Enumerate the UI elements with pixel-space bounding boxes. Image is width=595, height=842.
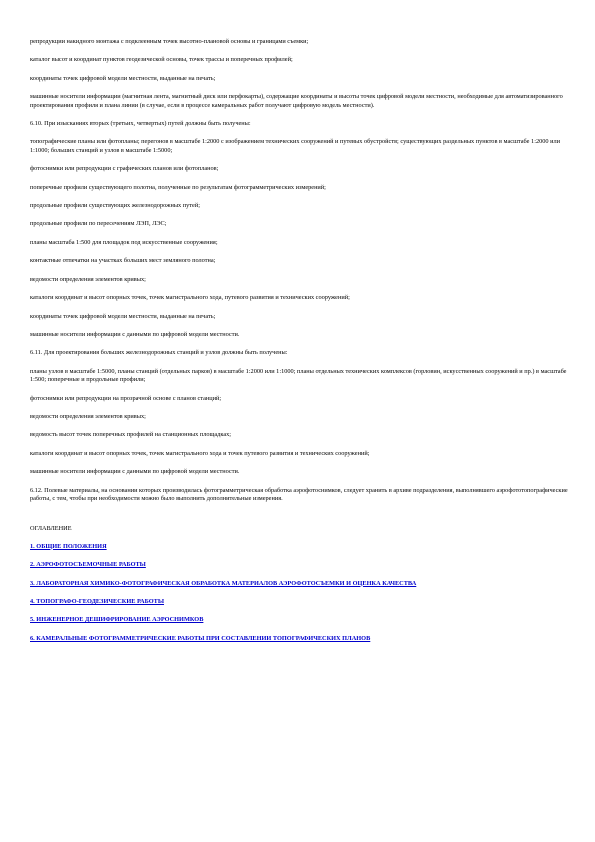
body-paragraph: каталог высот и координат пунктов геодезической основы, точек трассы и поперечных профилей; <box>30 56 293 64</box>
toc-link-2[interactable]: 2. АЭРОФОТОСЪЕМОЧНЫЕ РАБОТЫ <box>30 561 146 569</box>
body-paragraph: ведомости определения элементов кривых; <box>30 275 146 283</box>
body-paragraph: фотоснимки или репродукции на прозрачной основе с планов станций; <box>30 394 222 402</box>
toc-link-4[interactable]: 4. ТОПОГРАФО-ГЕОДЕЗИЧЕСКИЕ РАБОТЫ <box>30 598 165 605</box>
toc-item <box>30 561 568 569</box>
section-heading-6-10: 6.10. При изысканиях вторых (третьих, четвертых) путей должны быть получены: <box>30 120 251 128</box>
toc-title: ОГЛАВЛЕНИЕ <box>30 525 72 533</box>
document-body <box>30 38 568 653</box>
section-heading-6-12: 6.12. Полевые материалы, на основании которых производилась фотограмметрическая обработка аэрофотоснимков, следует хранить в архиве подразделения, выполнявшего аэрофототопографические работы, с тем, чтобы при необходимости можно было выполнить дополнительные измерения. <box>30 486 568 502</box>
body-paragraph: топографические планы или фотопланы; перегонов в масштабе 1:2000 с изображением технических сооружений и путевых обустройств; существующих раздельных пунктов в масштабе 1:2000 или 1:1000; больших станций и узлов в масштабе 1:5000; <box>30 138 560 154</box>
toc-item <box>30 580 568 588</box>
toc-item <box>30 616 568 624</box>
body-paragraph: машинные носители информации с данными по цифровой модели местности. <box>30 468 240 476</box>
toc-item <box>30 598 568 606</box>
body-paragraph: машинные носители информации с данными по цифровой модели местности. <box>30 330 240 338</box>
body-paragraph: каталоги координат и высот опорных точек, точек магистрального хода, путевого развития и технических сооружений; <box>30 294 350 302</box>
body-paragraph: планы масштаба 1:500 для площадок под искусственные сооружения; <box>30 238 218 246</box>
body-paragraph: планы узлов в масштабе 1:5000, планы станций (отдельных парков) в масштабе 1:2000 или 1:1000; планы отдельных технических комплексов (горловин, искусственных сооружений и пр.) в масштабе 1:500; поперечные и продольные профили; <box>30 367 567 384</box>
body-paragraph: продольные профили существующих железнодорожных путей; <box>30 202 200 210</box>
body-paragraph: ведомость высот точек поперечных профилей на станционных площадках; <box>30 431 232 439</box>
body-paragraph: ведомости определения элементов кривых; <box>30 412 146 420</box>
body-paragraph: фотоснимки или репродукции с графических планов или фотопланов; <box>30 165 219 173</box>
section-heading-6-11: 6.11. Для проектирования больших железнодорожных станций и узлов должны быть получены: <box>30 349 288 357</box>
body-paragraph: поперечные профили существующего полотна, полученные по результатам фотограмметрических измерений; <box>30 183 326 191</box>
body-paragraph: координаты точек цифровой модели местности, выданные на печать; <box>30 74 216 82</box>
body-paragraph: продольные профили по пересечениям ЛЭП, ЛЭС; <box>30 220 167 228</box>
toc-link-1[interactable]: 1. ОБЩИЕ ПОЛОЖЕНИЯ <box>30 542 107 550</box>
toc-link-5[interactable]: 5. ИНЖЕНЕРНОЕ ДЕШИФРИРОВАНИЕ АЭРОСНИМКОВ <box>30 616 204 624</box>
body-paragraph: каталоги координат и высот опорных точек, точек магистрального хода и точек путевого развития и технических сооружений; <box>30 449 370 457</box>
toc-item <box>30 543 568 551</box>
body-paragraph: координаты точек цифровой модели местности, выданные на печать; <box>30 312 216 320</box>
toc-item <box>30 635 568 643</box>
body-paragraph: контактные отпечатки на участках больших мест земляного полотна; <box>30 257 216 265</box>
toc-link-6[interactable]: 6. КАМЕРАЛЬНЫЕ ФОТОГРАММЕТРИЧЕСКИЕ РАБОТЫ ПРИ СОСТАВЛЕНИИ ТОПОГРАФИЧЕСКИХ ПЛАНОВ <box>30 634 371 642</box>
body-paragraph: машинные носители информации (магнитная лента, магнитный диск или перфокарты), содержащие координаты и высоты точек цифровой модели местности, необходимые для автоматизированного проектирования профиля и плана линии (в случае, если в процессе камеральных работ получают цифровую модель местности). <box>30 93 563 109</box>
body-paragraph: репродукции накидного монтажа с подклеенным точек высотно-плановой основы и границами съемки; <box>30 38 309 45</box>
toc-link-3[interactable]: 3. ЛАБОРАТОРНАЯ ХИМИКО-ФОТОГРАФИЧЕСКАЯ ОБРАБОТКА МАТЕРИАЛОВ АЭРОФОТОСЪЕМКИ И ОЦЕНКА КАЧЕСТВА <box>30 579 417 587</box>
toc-list <box>30 543 568 643</box>
